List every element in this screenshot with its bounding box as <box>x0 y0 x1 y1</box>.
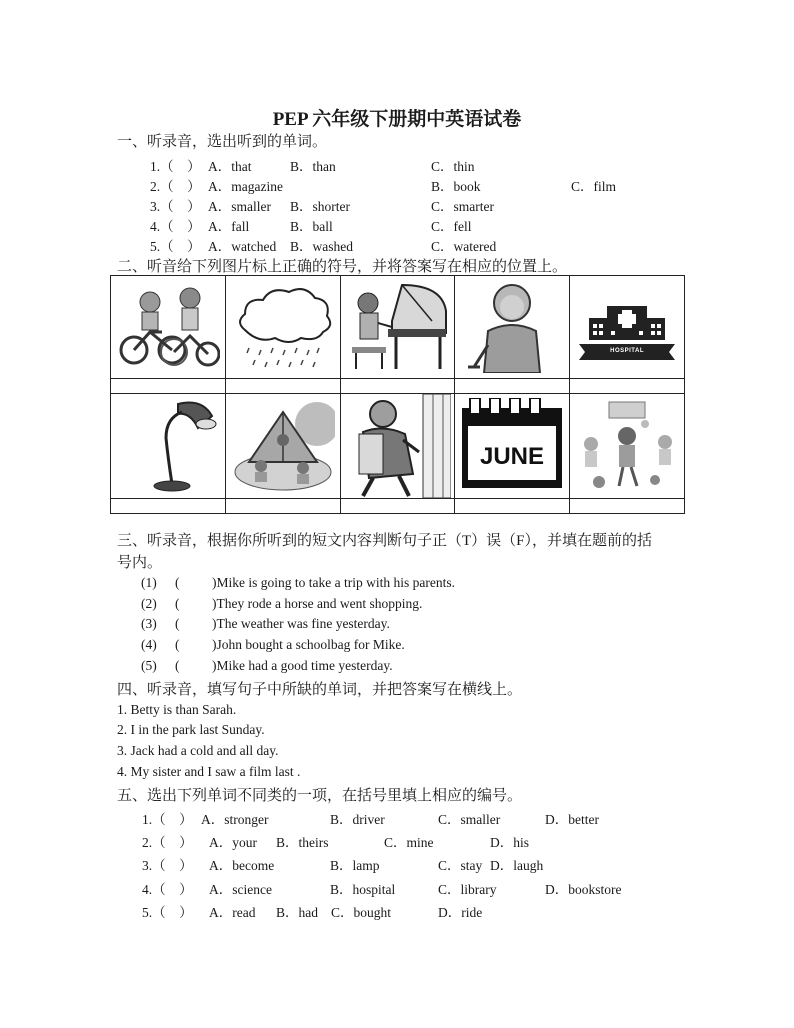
s3-item5-number: (5) <box>141 658 157 673</box>
s3-item4-number: (4) <box>141 637 157 652</box>
s1-q4-number: 4.（ ） <box>150 219 201 234</box>
section4-heading: 四、听录音，填写句子中所缺的单词，并把答案写在横线上。 <box>117 682 523 698</box>
s5-q1-option-d: D．better <box>545 812 599 827</box>
s3-item4-text: )John bought a schoolbag for Mike. <box>212 637 405 652</box>
s3-item2-paren: ( <box>175 596 180 611</box>
s1-q5-option-b: B．washed <box>290 239 353 254</box>
s1-q2-option-c: C．film <box>571 179 617 194</box>
s5-q4-option-d: D．bookstore <box>545 882 622 897</box>
s5-q1-option-b: B．driver <box>330 812 385 827</box>
s5-q3-option-c: C．stay <box>438 858 483 873</box>
s5-q2-option-a: A．your <box>209 835 257 850</box>
hospital-sign-text: HOSPITAL <box>610 348 645 354</box>
picture-row <box>111 394 685 499</box>
s5-q2-option-b: B．theirs <box>276 835 329 850</box>
s5-q5-option-d: D．ride <box>438 905 483 920</box>
s5-q3-number: 3.（ ） <box>142 858 193 873</box>
s1-q5-option-c: C．watered <box>431 239 497 254</box>
picture-cell <box>111 394 226 499</box>
section1-heading: 一、听录音，选出听到的单词。 <box>117 134 328 150</box>
s5-q3-option-a: A．become <box>209 858 275 873</box>
camping-tent-icon <box>231 398 335 494</box>
s1-q5-option-a: A．watched <box>208 239 277 254</box>
picture-table <box>110 275 685 514</box>
s1-q3-option-a: A．smaller <box>208 199 271 214</box>
s1-q4-option-c: C．fell <box>431 219 472 234</box>
section2-heading: 二、听音给下列图片标上正确的符号，并将答案写在相应的位置上。 <box>117 259 568 275</box>
section3-heading-line1: 三、听录音，根据你所听到的短文内容判断句子正（T）误（F），并填在题前的括 <box>117 533 653 549</box>
section3-heading-line2: 号内。 <box>117 555 163 571</box>
picture-cell <box>340 276 455 379</box>
s1-q1-number: 1.（ ） <box>150 159 201 174</box>
s5-q3-option-d: D．laugh <box>490 858 544 873</box>
calendar-month-text: JUNE <box>480 443 545 470</box>
rain-cloud-icon <box>231 282 335 372</box>
s4-item3: 3. Jack had a cold and all day. <box>117 743 279 758</box>
party-children-icon <box>575 398 679 494</box>
sick-man-icon <box>343 394 451 498</box>
s1-q1-option-b: B．than <box>290 159 336 174</box>
old-woman-icon <box>460 281 564 373</box>
answer-row <box>111 499 685 514</box>
s3-item2-text: )They rode a horse and went shopping. <box>212 596 423 611</box>
hospital-icon <box>575 300 679 370</box>
answer-cell[interactable] <box>111 499 226 514</box>
s5-q4-option-b: B．hospital <box>330 882 396 897</box>
s3-item1-text: )Mike is going to take a trip with his parents. <box>212 575 455 590</box>
answer-cell[interactable] <box>225 379 340 394</box>
s4-item2: 2. I in the park last Sunday. <box>117 722 265 737</box>
s1-q1-option-a: A．that <box>208 159 252 174</box>
s3-item4-paren: ( <box>175 637 180 652</box>
s3-item1-number: (1) <box>141 575 157 590</box>
s1-q5-number: 5.（ ） <box>150 239 201 254</box>
s1-q2-option-a: A．magazine <box>208 179 283 194</box>
s1-q2-number: 2.（ ） <box>150 179 201 194</box>
s1-q3-option-b: B．shorter <box>290 199 350 214</box>
s3-item5-paren: ( <box>175 658 180 673</box>
s5-q5-option-b: B．had <box>276 905 318 920</box>
s1-q3-option-c: C．smarter <box>431 199 494 214</box>
picture-cell <box>225 394 340 499</box>
june-calendar-icon <box>460 398 564 494</box>
picture-row <box>111 276 685 379</box>
answer-row <box>111 379 685 394</box>
bicycle-riders-icon <box>116 282 220 372</box>
picture-cell <box>340 394 455 499</box>
s5-q1-option-a: A．stronger <box>201 812 269 827</box>
answer-cell[interactable] <box>111 379 226 394</box>
s5-q5-option-c: C．bought <box>331 905 392 920</box>
s5-q2-number: 2.（ ） <box>142 835 193 850</box>
picture-cell <box>570 276 685 379</box>
answer-cell[interactable] <box>455 499 570 514</box>
picture-cell <box>225 276 340 379</box>
s3-item3-text: )The weather was fine yesterday. <box>212 616 390 631</box>
s3-item2-number: (2) <box>141 596 157 611</box>
s3-item3-paren: ( <box>175 616 180 631</box>
picture-cell <box>111 276 226 379</box>
s1-q3-number: 3.（ ） <box>150 199 201 214</box>
s4-item4: 4. My sister and I saw a film last . <box>117 764 301 779</box>
answer-cell[interactable] <box>340 499 455 514</box>
s5-q2-option-d: D．his <box>490 835 530 850</box>
answer-cell[interactable] <box>225 499 340 514</box>
s1-q1-option-c: C．thin <box>431 159 475 174</box>
picture-cell <box>455 394 570 499</box>
piano-player-icon <box>342 281 452 373</box>
s4-item1: 1. Betty is than Sarah. <box>117 702 237 717</box>
s5-q4-option-c: C．library <box>438 882 497 897</box>
s5-q2-option-c: C．mine <box>384 835 434 850</box>
answer-cell[interactable] <box>570 379 685 394</box>
s5-q5-number: 5.（ ） <box>142 905 193 920</box>
s5-q1-option-c: C．smaller <box>438 812 501 827</box>
answer-cell[interactable] <box>570 499 685 514</box>
s5-q4-option-a: A．science <box>209 882 272 897</box>
page-title: PEP 六年级下册期中英语试卷 <box>272 109 522 130</box>
s3-item1-paren: ( <box>175 575 180 590</box>
desk-lamp-icon <box>116 398 220 494</box>
s5-q1-number: 1.（ ） <box>142 812 193 827</box>
s1-q4-option-b: B．ball <box>290 219 333 234</box>
s5-q5-option-a: A．read <box>209 905 256 920</box>
picture-cell <box>455 276 570 379</box>
s1-q4-option-a: A．fall <box>208 219 250 234</box>
s1-q2-option-b: B．book <box>431 179 481 194</box>
s3-item3-number: (3) <box>141 616 157 631</box>
s5-q4-number: 4.（ ） <box>142 882 193 897</box>
s5-q3-option-b: B．lamp <box>330 858 380 873</box>
picture-cell <box>570 394 685 499</box>
answer-cell[interactable] <box>455 379 570 394</box>
section5-heading: 五、选出下列单词不同类的一项，在括号里填上相应的编号。 <box>117 788 523 804</box>
answer-cell[interactable] <box>340 379 455 394</box>
s3-item5-text: )Mike had a good time yesterday. <box>212 658 393 673</box>
